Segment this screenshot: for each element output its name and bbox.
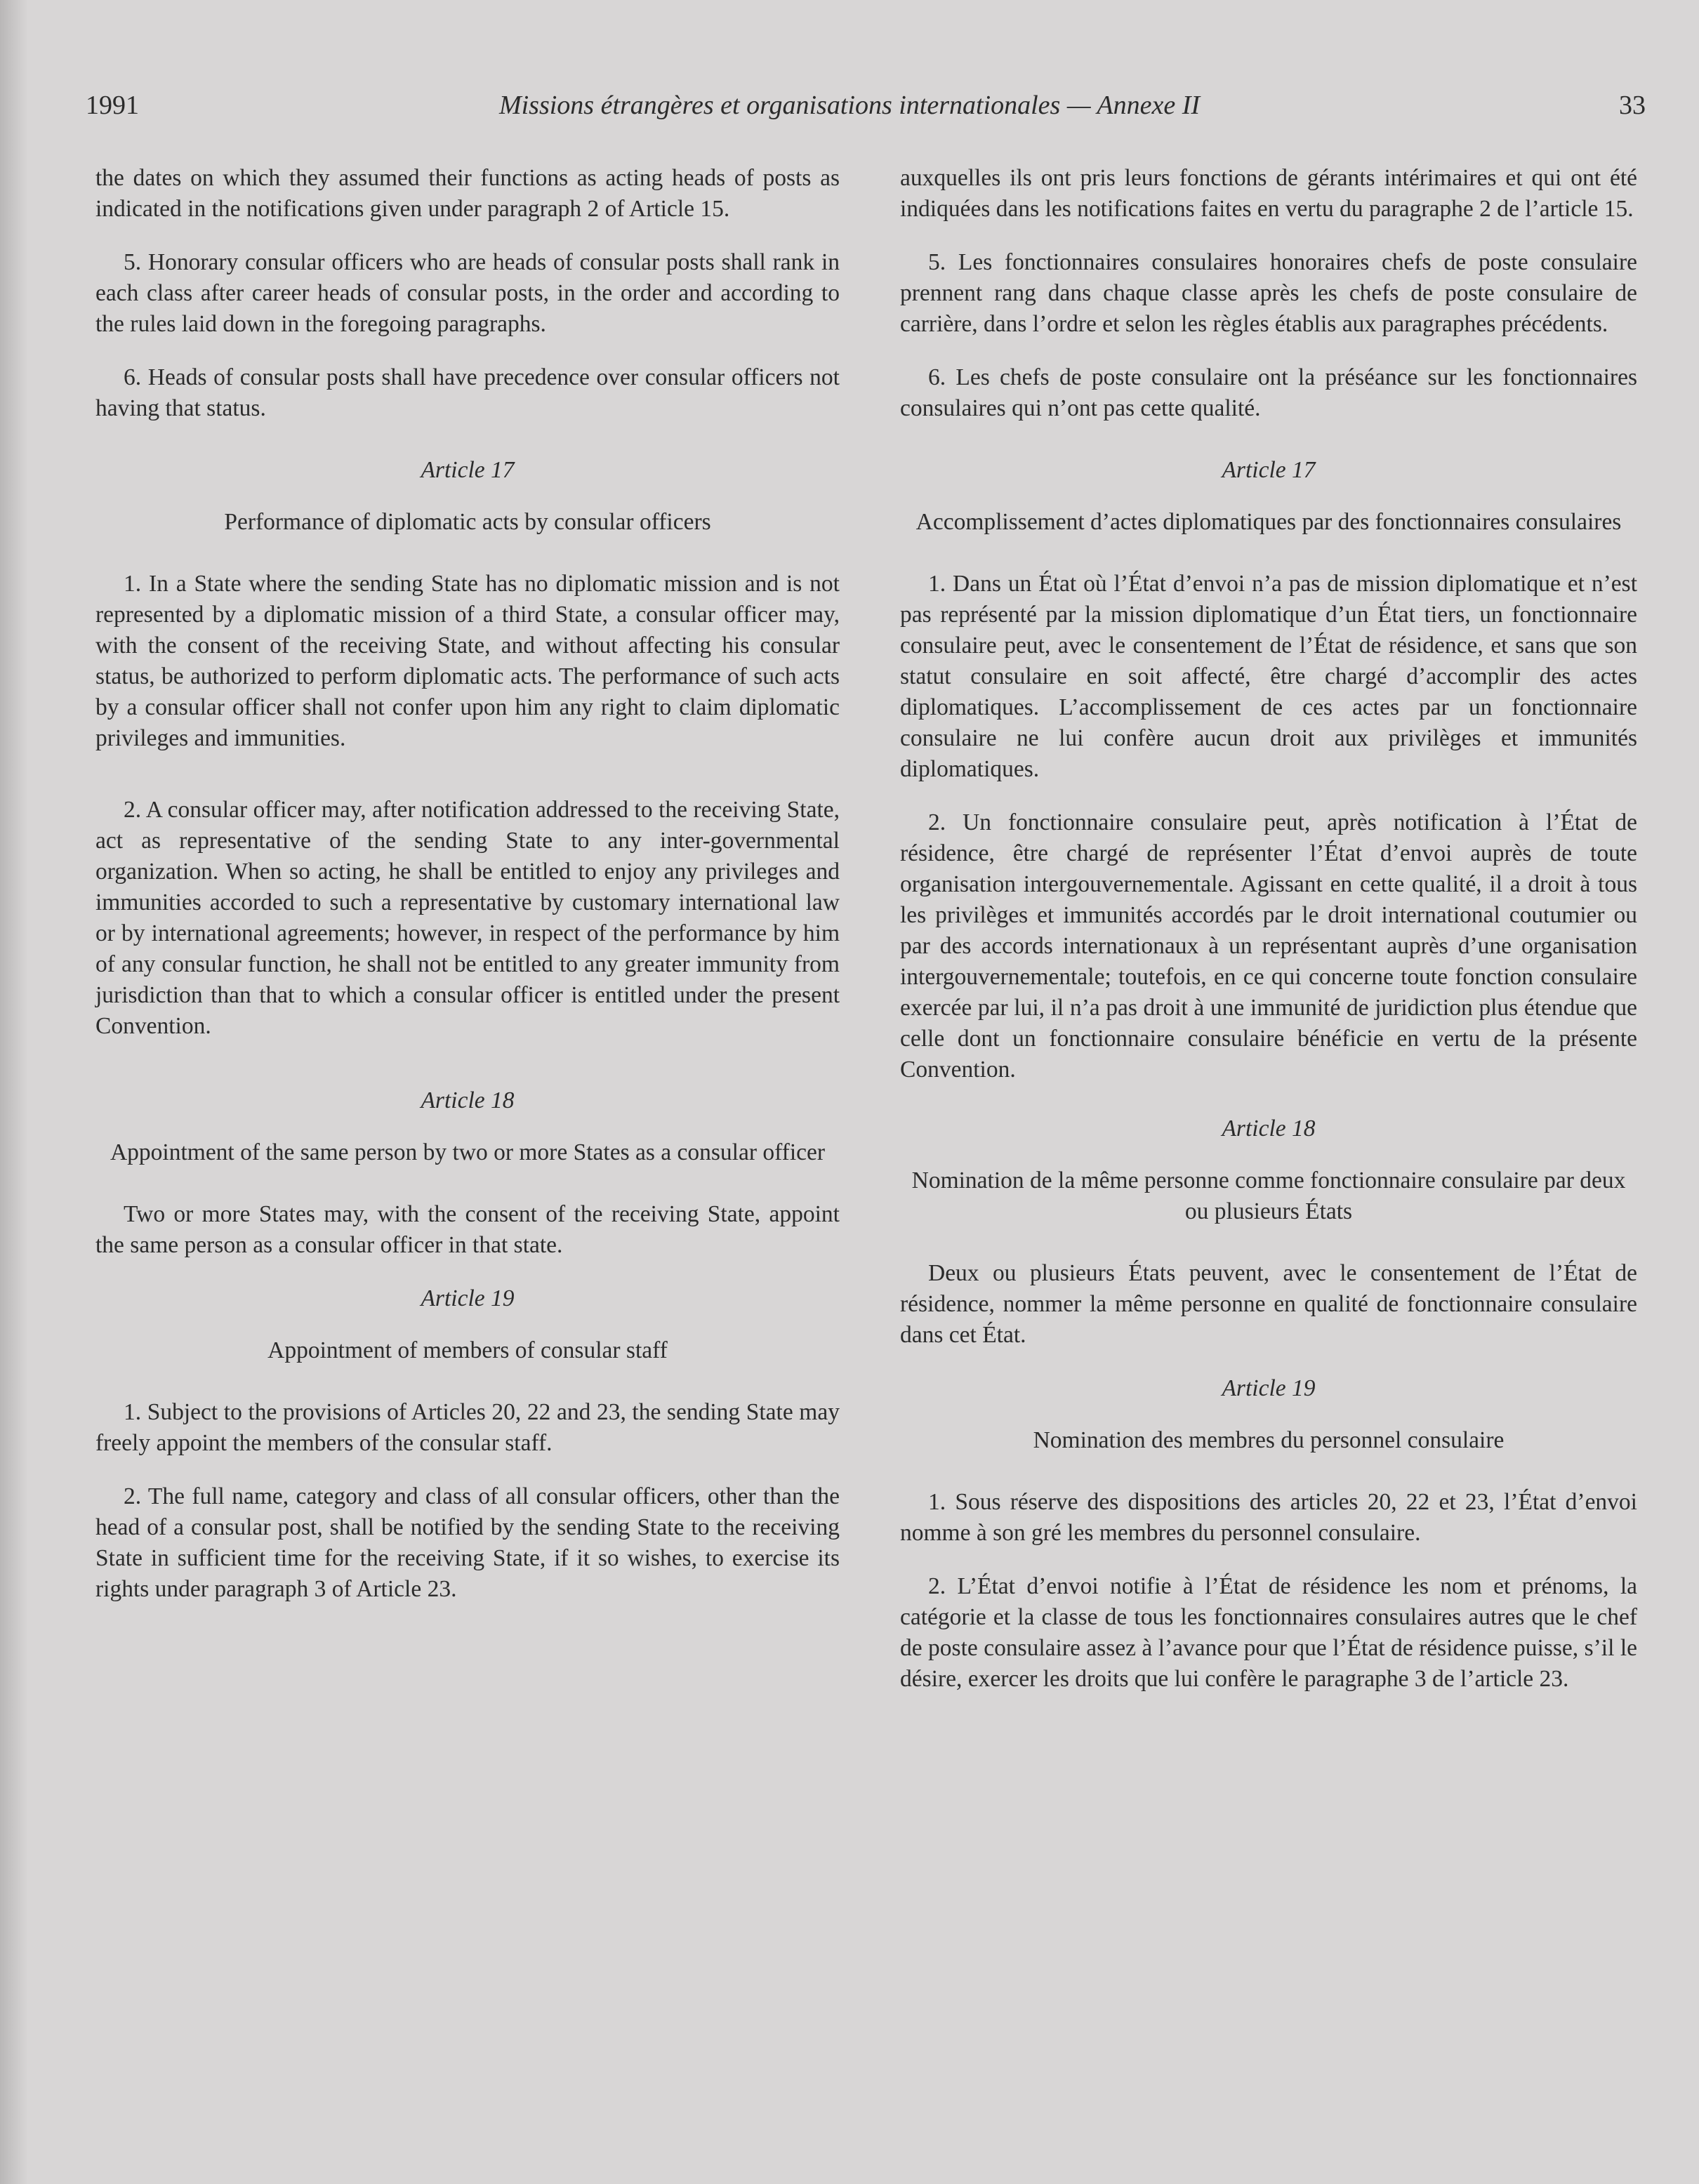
article-17-paragraph-2: 2. Un fonctionnaire consulaire peut, après notification à l’État de résidence, être chargé de représenter l’État d’envoi auprès de toute organisation intergouvernementale. Agissant en cette qualité, il a droit à tous les privilèges et immunités accordés par le droit international coutumier ou par des accords internationaux à un représentant auprès d’une organisation intergouvernementale; toutefois, en ce qui concerne toute fonction consulaire exercée par lui, il n’a pas droit à une immunité de juridiction plus étendue que celle dont un fonctionnaire consulaire bénéficie en vertu de la présente Convention. — [900, 809, 1637, 1083]
article-17-heading: Article 17 — [421, 457, 515, 483]
article-18-paragraph: Deux ou plusieurs États peuvent, avec le consentement de l’État de résidence, nommer la même personne en qualité de fonctionnaire consulaire dans cet État. — [900, 1260, 1637, 1348]
article-17-paragraph-2: 2. A consular officer may, after notification addressed to the receiving State, act as representative of the sending State to any inter-governmental organization. When so acting, he shall be entitled to enjoy any privileges and immunities accorded to such a representative by customary international law or by international agreements; however, in respect of the performance by him of any consular function, he shall not be entitled to any greater immunity from jurisdiction than that to which a consular officer is entitled under the present Convention. — [95, 797, 840, 1039]
article-19-title: Appointment of members of consular staff — [267, 1337, 668, 1363]
article-17-paragraph-1: 1. Dans un État où l’État d’envoi n’a pas de mission diplomatique et n’est pas représenté par la mission diplomatique d’un État tiers, un fonctionnaire consulaire peut, avec le consentement de l’État de résidence, et sans que son statut consulaire en soit affecté, être chargé d’accomplir des actes diplomatiques. L’accomplissement de ces actes par un fonctionnaire consulaire ne lui confère aucun droit aux privilèges et immunités diplomatiques. — [900, 571, 1637, 782]
article-19-paragraph-1: 1. Sous réserve des dispositions des articles 20, 22 et 23, l’État d’envoi nomme à son gré les membres du personnel consulaire. — [900, 1489, 1637, 1546]
english-column — [95, 163, 840, 1627]
article-19-paragraph-2: 2. The full name, category and class of all consular officers, other than the head of a consular post, shall be notified by the sending State to the receiving State in sufficient time for the receiving State, if it so wishes, to exercise its rights under paragraph 3 of Article 23. — [95, 1483, 840, 1602]
article-19-title: Nomination des membres du personnel consulaire — [1033, 1427, 1505, 1453]
article-17-title: Accomplissement d’actes diplomatiques par des fonctionnaires consulaires — [915, 509, 1622, 535]
paragraph-6: 6. Heads of consular posts shall have precedence over consular officers not having that status. — [95, 364, 840, 421]
article-19-heading: Article 19 — [1222, 1375, 1316, 1401]
paragraph-continued: auxquelles ils ont pris leurs fonctions de gérants intérimaires et qui ont été indiquées dans les notifications faites en vertu du paragraphe 2 de l’article 15. — [900, 165, 1637, 222]
article-17-title: Performance of diplomatic acts by consular officers — [224, 509, 711, 535]
article-19-paragraph-2: 2. L’État d’envoi notifie à l’État de résidence les nom et prénoms, la catégorie et la classe de tous les fonctionnaires consulaires autres que le chef de poste consulaire assez à l’avance pour que l’État de résidence puisse, s’il le désire, exercer les droits que lui confère le paragraphe 3 de l’article 23. — [900, 1573, 1637, 1692]
header-year: 1991 — [86, 91, 139, 120]
article-18-title: Appointment of the same person by two or more States as a consular officer — [110, 1139, 826, 1165]
article-18-heading: Article 18 — [1222, 1116, 1316, 1141]
article-17-paragraph-1: 1. In a State where the sending State has no diplomatic mission and is not represented by a diplomatic mission of a third State, a consular officer may, with the consent of the receiving State, and without affecting his consular status, be authorized to perform diplomatic acts. The performance of such acts by a consular officer shall not confer upon him any right to claim diplomatic privileges and immunities. — [95, 571, 840, 751]
article-19-paragraph-1: 1. Subject to the provisions of Articles 20, 22 and 23, the sending State may freely appoint the members of the consular staff. — [95, 1399, 840, 1456]
paragraph-5: 5. Honorary consular officers who are heads of consular posts shall rank in each class after career heads of consular posts, in the order and according to the rules laid down in the foregoing paragraphs. — [95, 249, 840, 337]
paragraph-5: 5. Les fonctionnaires consulaires honoraires chefs de poste consulaire prennent rang dans chaque classe après les chefs de poste consulaire de carrière, dans l’ordre et selon les règles établis aux paragraphes précédents. — [900, 249, 1637, 337]
article-18-title: Nomination de la même personne comme fonctionnaire consulaire par deux ou plusieurs États — [911, 1167, 1626, 1224]
article-18-paragraph: Two or more States may, with the consent of the receiving State, appoint the same person as a consular officer in that state. — [95, 1201, 840, 1258]
article-18-heading: Article 18 — [421, 1087, 515, 1113]
article-17-heading: Article 17 — [1222, 457, 1316, 483]
article-19-heading: Article 19 — [421, 1285, 515, 1311]
header-title: Missions étrangères et organisations internationales — Annexe II — [498, 91, 1201, 120]
french-column — [900, 163, 1637, 1717]
page-number: 33 — [1619, 91, 1646, 120]
running-header — [0, 84, 1699, 126]
page-edge-shadow — [0, 0, 28, 2184]
paragraph-continued: the dates on which they assumed their functions as acting heads of posts as indicated in the notifications given under paragraph 2 of Article 15. — [95, 165, 840, 222]
paragraph-6: 6. Les chefs de poste consulaire ont la préséance sur les fonctionnaires consulaires qui n’ont pas cette qualité. — [900, 364, 1637, 421]
